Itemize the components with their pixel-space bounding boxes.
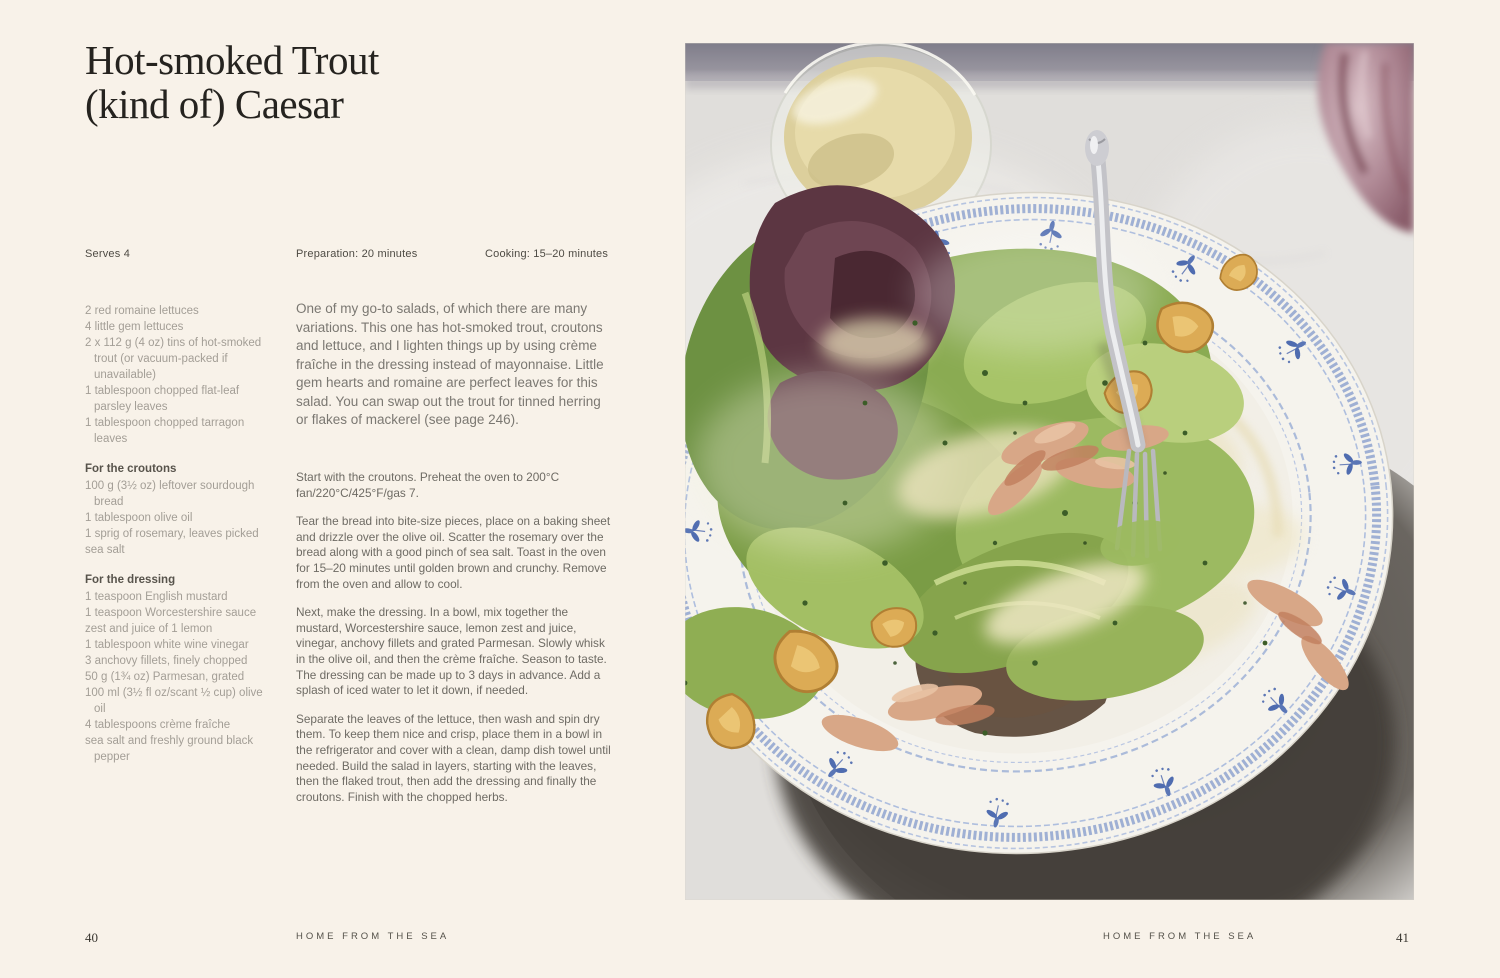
- ingredient-item: 1 teaspoon Worcestershire sauce: [85, 607, 257, 619]
- ingredient-item: 4 tablespoons crème fraîche: [85, 719, 231, 731]
- running-head-right: HOME FROM THE SEA: [1103, 931, 1257, 942]
- ingredients-croutons-list: [85, 478, 271, 558]
- ingredient-item: 50 g (1¾ oz) Parmesan, grated: [85, 671, 245, 683]
- page-number-right: 41: [1396, 930, 1409, 945]
- ingredients-main-list: [85, 303, 271, 447]
- ingredient-item: 1 tablespoon white wine vinegar: [85, 639, 249, 651]
- recipe-title-line1: Hot-smoked Trout: [85, 37, 379, 83]
- method-column: [296, 470, 616, 818]
- recipe-title-line2: (kind of) Caesar: [85, 81, 344, 127]
- ingredient-item: sea salt: [85, 544, 125, 556]
- ingredient-item: 1 teaspoon English mustard: [85, 591, 228, 603]
- ingredient-item: 100 ml (3½ fl oz/scant ½ cup) olive oil: [85, 687, 263, 715]
- ingredient-item: 1 tablespoon chopped tarragon leaves: [85, 417, 245, 445]
- serves-label: Serves 4: [85, 248, 131, 260]
- method-paragraph: Start with the croutons. Preheat the oven to 200°C fan/220°C/425°F/gas 7.: [296, 470, 560, 500]
- running-head-left: HOME FROM THE SEA: [296, 931, 450, 942]
- cooking-time-label: Cooking: 15–20 minutes: [485, 248, 609, 260]
- recipe-intro: One of my go-to salads, of which there are many variations. This one has hot-smoked trout, croutons and lettuce, and I lighten things up by using crème fraîche in the dressing instead of mayonnaise. Little gem hearts and romaine are perfect leaves for this salad. You can swap out the trout for tinned herring or flakes of mackerel (see page 246).: [296, 301, 604, 427]
- ingredient-item: 2 x 112 g (4 oz) tins of hot-smoked trout (or vacuum-packed if unavailable): [85, 337, 262, 381]
- ingredient-item: 1 tablespoon chopped flat-leaf parsley leaves: [85, 385, 240, 413]
- ingredient-item: 100 g (3½ oz) leftover sourdough bread: [85, 480, 255, 508]
- ingredient-item: 4 little gem lettuces: [85, 321, 184, 333]
- ingredient-item: 3 anchovy fillets, finely chopped: [85, 655, 248, 667]
- ingredient-item: 1 tablespoon olive oil: [85, 512, 193, 524]
- page-number-left: 40: [85, 930, 98, 945]
- method-paragraph: Next, make the dressing. In a bowl, mix together the mustard, Worcestershire sauce, lemon zest and juice, vinegar, anchovy fillets and grated Parmesan. Slowly whisk in the olive oil, and then the crème fraîche. Season to taste. The dressing can be made up to 3 days in advance. Add a splash of iced water to let it down, if needed.: [296, 605, 607, 698]
- croutons-section-header: For the croutons: [85, 463, 177, 475]
- recipe-title: [85, 38, 505, 126]
- dressing-section-header: For the dressing: [85, 574, 176, 586]
- salad-photo: [685, 43, 1414, 900]
- ingredient-item: 2 red romaine lettuces: [85, 305, 199, 317]
- ingredient-item: 1 sprig of rosemary, leaves picked: [85, 528, 259, 540]
- ingredient-item: zest and juice of 1 lemon: [85, 623, 213, 635]
- preparation-time-label: Preparation: 20 minutes: [296, 248, 418, 260]
- ingredients-column: [85, 303, 271, 765]
- ingredients-dressing-list: [85, 589, 271, 765]
- method-paragraph: Tear the bread into bite-size pieces, place on a baking sheet and drizzle over the olive oil. Scatter the rosemary over the bread along with a good pinch of sea salt. Toast in the oven for 15–20 minutes until golden brown and crunchy. Remove from the oven and allow to cool.: [296, 514, 611, 591]
- ingredient-item: sea salt and freshly ground black pepper: [85, 735, 254, 763]
- method-paragraph: Separate the leaves of the lettuce, then wash and spin dry them. To keep them nice and crisp, place them in a bowl in the refrigerator and cover with a clean, damp dish towel until needed. Build the salad in layers, starting with the leaves, then the flaked trout, then add the dressing and finally the croutons. Finish with the chopped herbs.: [296, 711, 611, 804]
